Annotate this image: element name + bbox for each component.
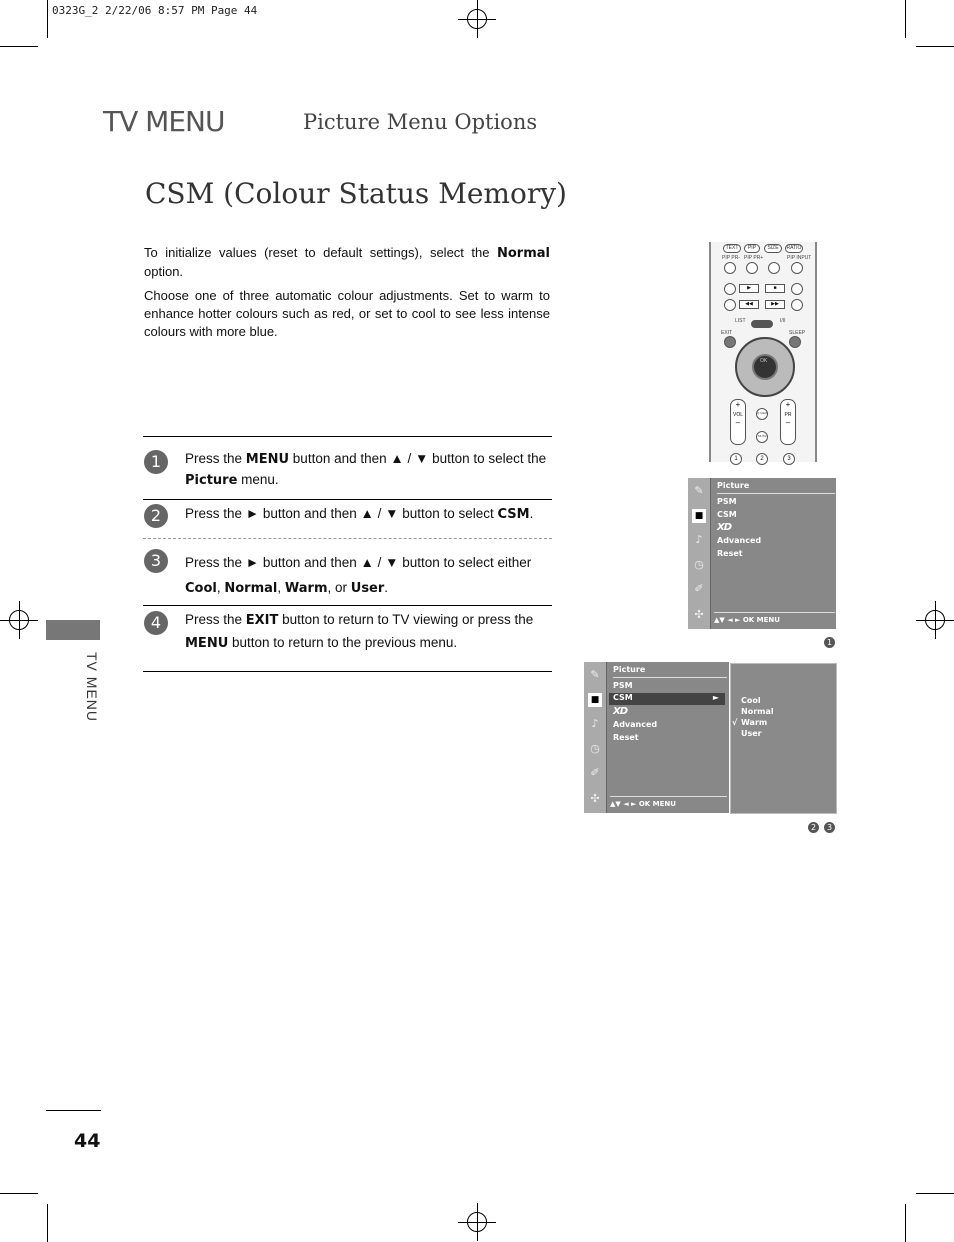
side-tab <box>46 620 100 640</box>
registration-mark <box>0 601 38 639</box>
option-warm: Warm <box>741 718 768 727</box>
menu-item-advanced: Advanced <box>613 720 658 729</box>
mute-button <box>756 431 768 443</box>
round-button <box>791 299 803 311</box>
digit-button: 2 <box>756 453 768 465</box>
input-icon: ✣ <box>694 608 704 621</box>
intro-paragraph-2: Choose one of three automatic colour adjustments. Set to warm to enhance hotter colours such as red, or set to cool to see less intense colours with more blue. <box>144 288 550 339</box>
time-icon: ◷ <box>694 558 704 571</box>
divider <box>143 436 552 437</box>
menu-item-psm: PSM <box>613 681 633 690</box>
step-number: 2 <box>144 504 168 528</box>
marker-2: 2 <box>808 822 819 833</box>
sound-icon: ♪ <box>591 717 599 730</box>
option-cool: Cool <box>741 696 761 705</box>
csm-options-panel <box>730 663 837 814</box>
pip-button: PIP <box>744 244 760 253</box>
sound-icon: ♪ <box>695 533 703 546</box>
pip-input-label: PIP INPUT <box>787 255 812 261</box>
ok-label: OK <box>760 358 768 364</box>
step-2-text: Press the ► button and then ▲ / ▼ button to select CSM. <box>185 506 534 522</box>
print-meta: 0323G_2 2/22/06 8:57 PM Page 44 <box>52 4 258 17</box>
picture-icon: ■ <box>588 693 602 707</box>
check-icon: √ <box>732 718 738 727</box>
menu-footer: ▲▼ ◄ ► OK MENU <box>714 612 835 627</box>
crop-mark <box>0 1193 38 1194</box>
marker-1: 1 <box>824 637 835 648</box>
option-normal: Normal <box>741 707 774 716</box>
divider <box>143 605 552 606</box>
pip-pr-minus-label: PIP PR- <box>722 255 740 261</box>
list-label: LIST <box>735 318 746 324</box>
rewind-button: ◀◀ <box>739 300 759 309</box>
digit-button: 3 <box>783 453 795 465</box>
round-button <box>791 283 803 295</box>
side-label: TV MENU <box>84 652 100 722</box>
forward-button: ▶▶ <box>765 300 785 309</box>
menu-item-reset: Reset <box>613 733 639 742</box>
crop-mark <box>916 1193 954 1194</box>
pip-pr-plus-label: PIP PR+ <box>744 255 764 261</box>
vol-label: VOL <box>732 412 743 418</box>
qview-label: Q.VIEW <box>757 411 768 415</box>
menu-item-csm: CSM <box>717 510 737 519</box>
menu-icon-bar <box>584 662 607 813</box>
sleep-label: SLEEP <box>789 330 806 336</box>
option-icon: ✐ <box>590 766 600 779</box>
size-button: SIZE <box>764 244 782 253</box>
stop-button: ■ <box>765 284 785 293</box>
mute-label: MUTE <box>758 434 767 438</box>
programme-rocker: + PR – <box>780 399 796 445</box>
menu-title: Picture <box>613 665 727 678</box>
step-4-text: Press the EXIT button to return to TV viewing or press the MENU button to return to the previous menu. <box>185 612 534 651</box>
round-button <box>746 262 758 274</box>
menu-item-advanced: Advanced <box>717 536 762 545</box>
crop-mark <box>0 46 38 47</box>
ratio-button: RATIO <box>786 245 802 251</box>
menu-item-xd: XD <box>613 706 628 717</box>
step-number: 3 <box>144 549 168 573</box>
crop-mark <box>905 1204 906 1242</box>
menu-item-reset: Reset <box>717 549 743 558</box>
section-title: TV MENU <box>103 105 225 138</box>
round-button <box>724 283 736 295</box>
digit-button: 1 <box>730 453 742 465</box>
osd-picture-menu-csm <box>584 662 729 813</box>
step-number: 4 <box>144 611 168 635</box>
step-3-text: Press the ► button and then ▲ / ▼ button to select either Cool, Normal, Warm, or User. <box>185 555 532 596</box>
menu-button <box>751 320 773 328</box>
menu-footer: ▲▼ ◄ ► OK MENU <box>610 796 727 811</box>
round-button <box>724 262 736 274</box>
satellite-icon: ✎ <box>694 484 704 497</box>
crop-mark <box>47 0 48 38</box>
volume-rocker: + VOL – <box>730 399 746 445</box>
satellite-icon: ✎ <box>590 668 600 681</box>
intro-paragraph-1: To initialize values (reset to default settings), select the Normal option. <box>144 245 550 279</box>
divider <box>143 499 552 500</box>
page-title: CSM (Colour Status Memory) <box>145 177 567 210</box>
iii-label: I/II <box>780 318 786 324</box>
registration-mark <box>458 1203 496 1241</box>
ok-button <box>752 354 778 380</box>
text-button: TEXT <box>723 244 741 253</box>
chevron-right-icon: ► <box>712 693 719 702</box>
footer-rule <box>46 1110 101 1111</box>
menu-item-psm: PSM <box>717 497 737 506</box>
round-button <box>724 299 736 311</box>
play-button: ▶ <box>739 284 759 293</box>
divider <box>143 671 552 672</box>
crop-mark <box>916 46 954 47</box>
round-button <box>768 262 780 274</box>
input-icon: ✣ <box>590 792 600 805</box>
registration-mark <box>916 601 954 639</box>
remote-control <box>709 242 817 462</box>
menu-item-csm-selected: CSM ► <box>609 693 725 705</box>
q-view-button <box>756 408 768 420</box>
navigation-pad <box>735 337 795 397</box>
registration-mark <box>458 0 496 38</box>
divider <box>143 538 552 539</box>
exit-button <box>724 336 736 348</box>
crop-mark <box>47 1204 48 1242</box>
menu-item-xd: XD <box>717 522 732 533</box>
subsection-title: Picture Menu Options <box>303 110 538 134</box>
option-icon: ✐ <box>694 582 704 595</box>
sleep-button <box>789 336 801 348</box>
pr-label: PR <box>784 412 792 418</box>
option-user: User <box>741 729 762 738</box>
menu-title: Picture <box>717 481 835 494</box>
marker-3: 3 <box>824 822 835 833</box>
crop-mark <box>905 0 906 38</box>
page-number: 44 <box>74 1130 101 1152</box>
exit-label: EXIT <box>721 330 733 336</box>
menu-icon-bar <box>688 478 711 629</box>
picture-icon: ■ <box>692 509 706 523</box>
round-button <box>791 262 803 274</box>
step-number: 1 <box>144 450 168 474</box>
osd-picture-menu <box>688 478 836 629</box>
time-icon: ◷ <box>590 742 600 755</box>
step-1-text: Press the MENU button and then ▲ / ▼ button to select the Picture menu. <box>185 451 547 488</box>
